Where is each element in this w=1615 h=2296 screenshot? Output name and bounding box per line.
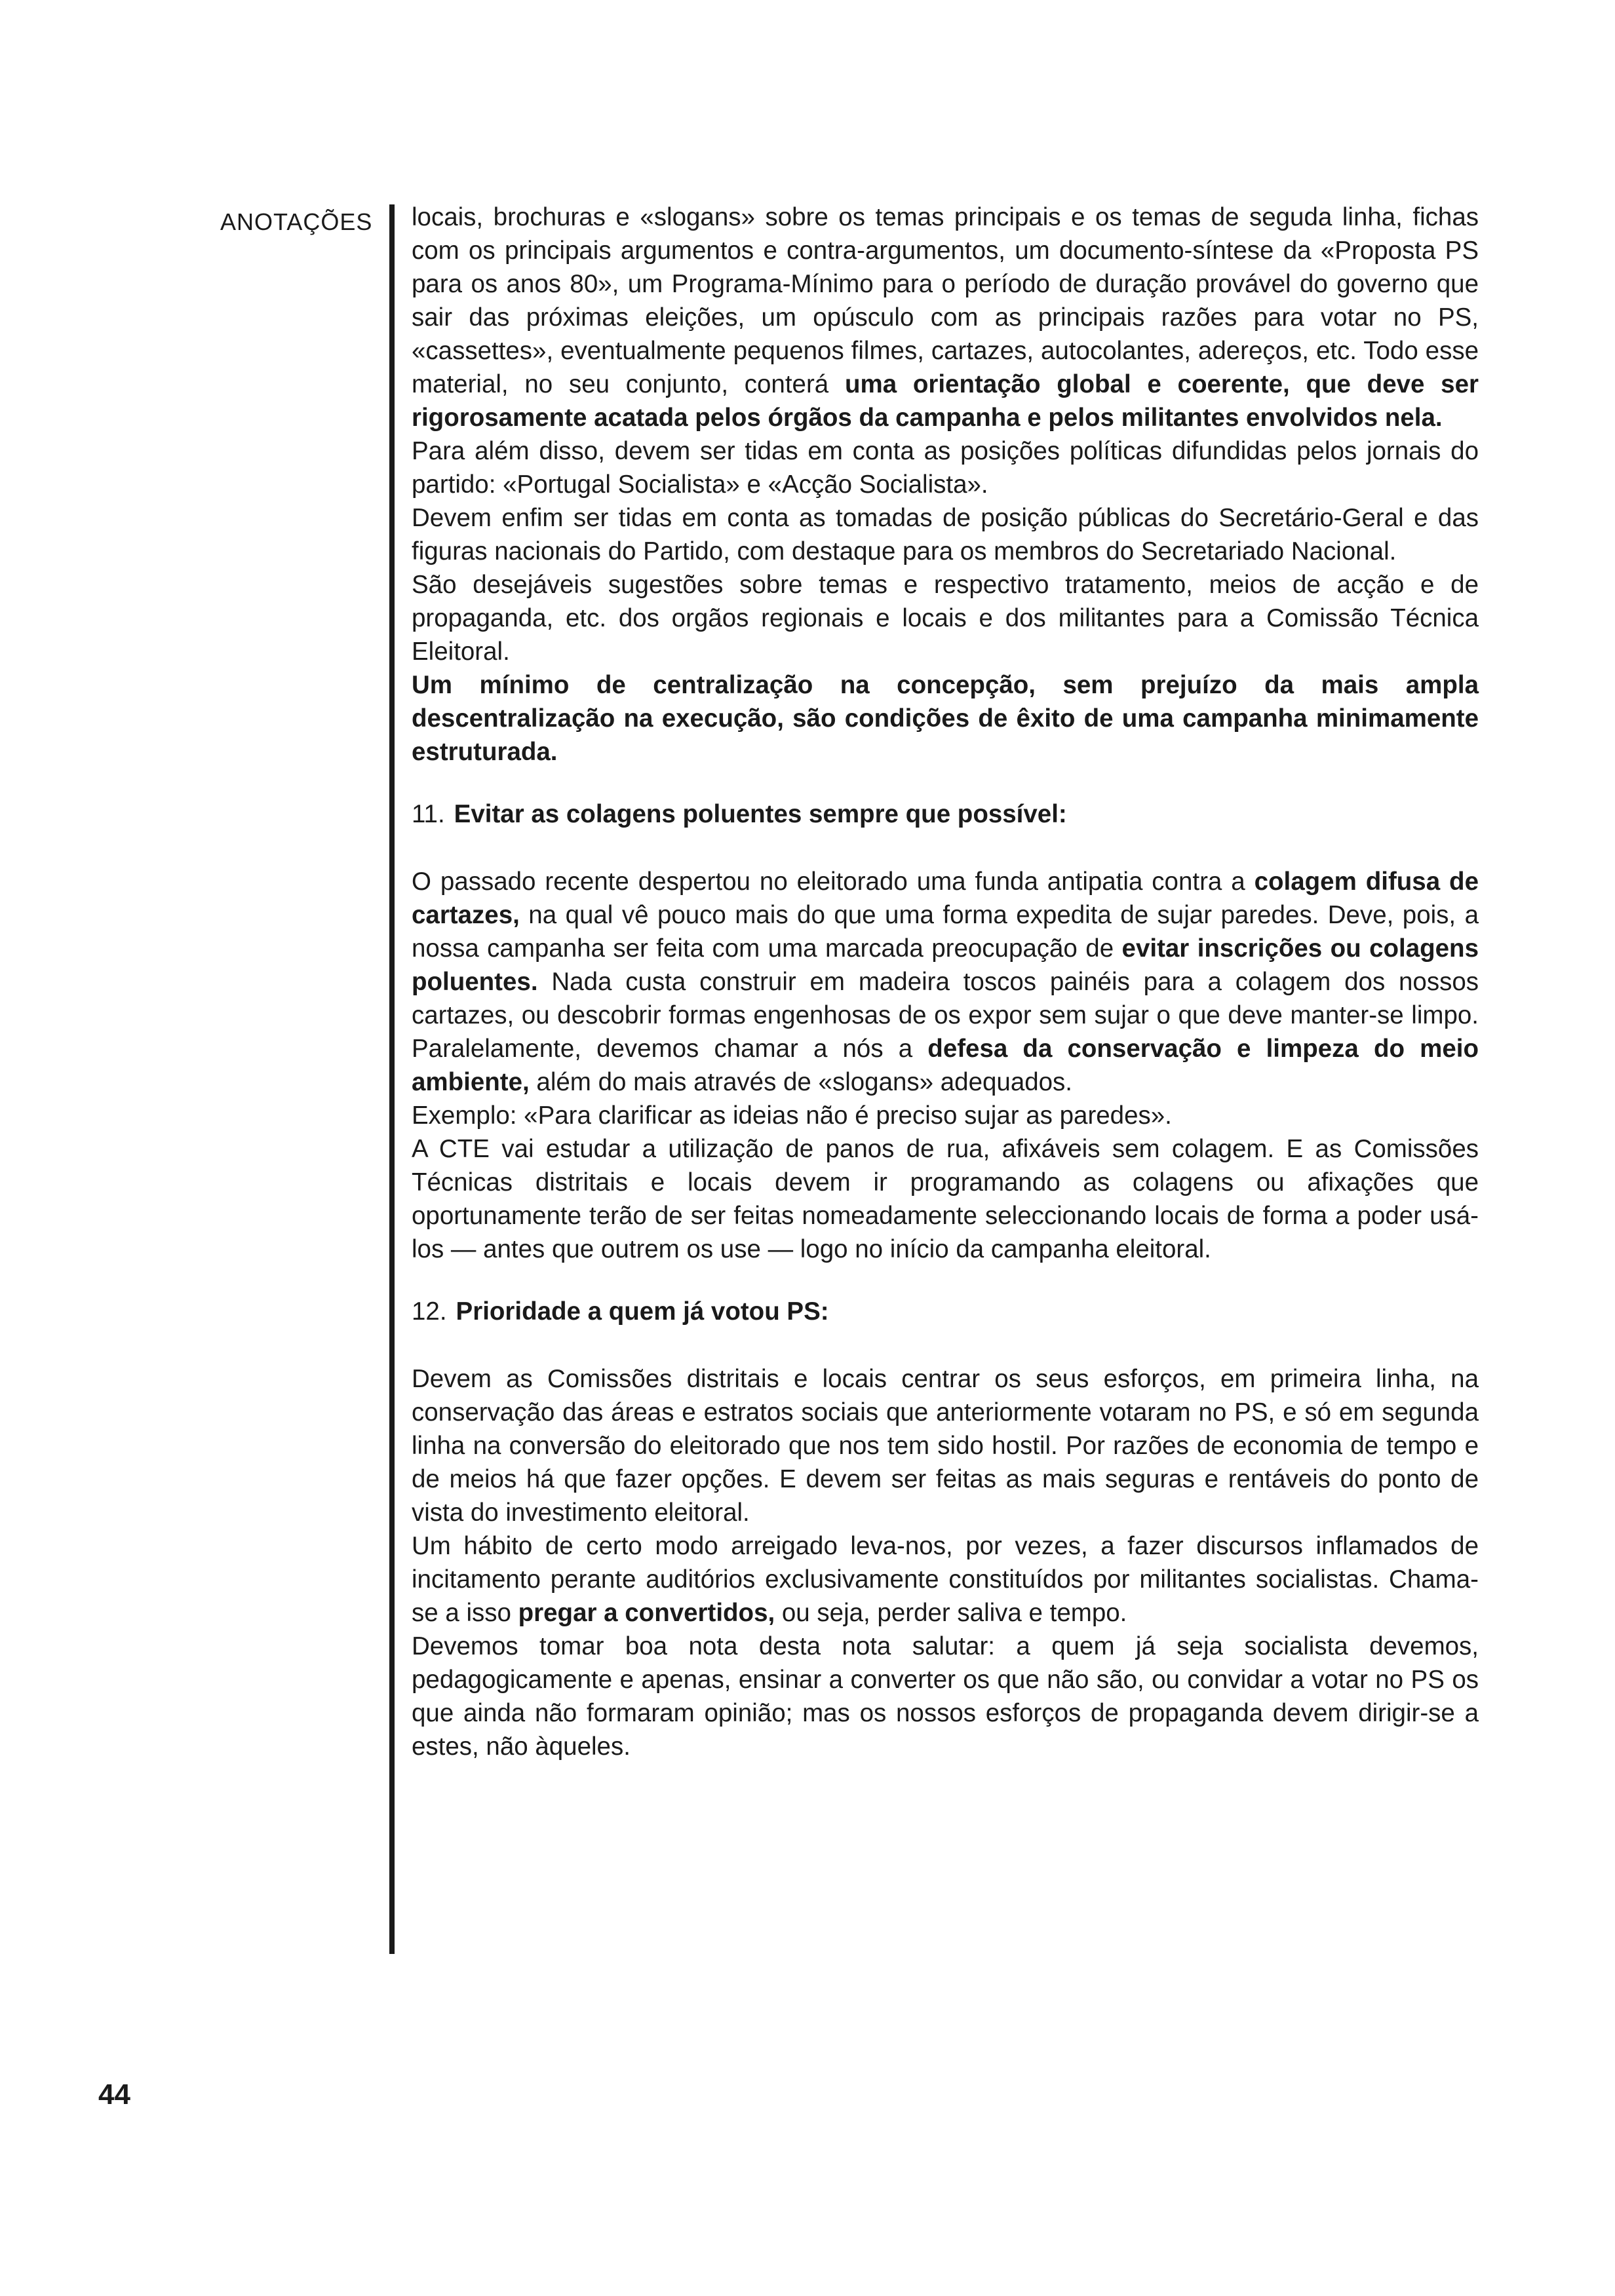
section-12-paragraph-1: Devem as Comissões distritais e locais centrar os seus esforços, em primeira linha, na conservação das áreas e estratos sociais que anteriormente votaram no PS, e só em segunda linha na conversão do eleitorado que nos tem sido hostil. Por razões de economia de tempo e de meios há que fazer opções. E devem ser feitas as mais seguras e rentáveis do ponto de vista do investimento eleitoral. bbox=[412, 1365, 1479, 1527]
section-11-paragraph-2: Exemplo: «Para clarificar as ideias não é preciso sujar as paredes». bbox=[412, 1101, 1172, 1130]
intro-paragraph-1 bbox=[412, 201, 1479, 434]
margin-rule bbox=[389, 204, 395, 1954]
s12-p2-bold-b: pregar a convertidos, bbox=[518, 1599, 775, 1627]
section-12-heading bbox=[412, 1295, 1479, 1328]
intro-p5-bold: Um mínimo de centralização na concepção, sem prejuízo da mais ampla descentralização na execução, são condições de êxito de uma campanha minimamente estruturada. bbox=[412, 671, 1479, 766]
intro-paragraph-4: São desejáveis sugestões sobre temas e respectivo tratamento, meios de acção e de propaganda, etc. dos orgãos regionais e locais e dos militantes para a Comissão Técnica Eleitoral. bbox=[412, 571, 1479, 666]
section-11-paragraph-1 bbox=[412, 865, 1479, 1099]
section-12-paragraph-3: Devemos tomar boa nota desta nota salutar: a quem já seja socialista devemos, pedagogicamente e apenas, ensinar a converter os que não são, ou convidar a votar no PS os que ainda não formaram opinião; mas os nossos esforços de propaganda devem dirigir-se a estes, não àqueles. bbox=[412, 1632, 1479, 1761]
section-12-title: Prioridade a quem já votou PS: bbox=[456, 1297, 829, 1326]
section-11-heading bbox=[412, 797, 1479, 831]
intro-paragraph-2: Para além disso, devem ser tidas em conta as posições políticas difundidas pelos jornais do partido: «Portugal Socialista» e «Acção Socialista». bbox=[412, 437, 1479, 499]
intro-p1-bold: uma orientação global e coerente, que deve ser rigorosamente acatada pelos órgãos da campanha e pelos militantes envolvidos nela. bbox=[412, 370, 1479, 432]
intro-paragraph-3: Devem enfim ser tidas em conta as tomadas de posição públicas do Secretário-Geral e das figuras nacionais do Partido, com destaque para os membros do Secretariado Nacional. bbox=[412, 504, 1479, 565]
page-number: 44 bbox=[98, 2078, 130, 2111]
section-11-title: Evitar as colagens poluentes sempre que possível: bbox=[454, 800, 1067, 828]
section-11-paragraph-3: A CTE vai estudar a utilização de panos de rua, afixáveis sem colagem. E as Comissões Técnicas distritais e locais devem ir programando as colagens ou afixações que oportunamente terão de ser feitas nomeadamente seleccionando locais de forma a poder usá-los — antes que outrem os use — logo no início da campanha eleitoral. bbox=[412, 1135, 1479, 1263]
s11-p1-text-c: na qual vê pouco mais do que uma forma expedita de sujar paredes. Deve, pois, a nossa campanha ser feita com uma marcada preocupação de bbox=[412, 901, 1479, 963]
page-body bbox=[412, 201, 1479, 1763]
section-12-paragraph-2 bbox=[412, 1529, 1479, 1630]
intro-p1-text: locais, brochuras e «slogans» sobre os temas principais e os temas de seguda linha, fichas com os principais argumentos e contra-argumentos, um documento-síntese da «Proposta PS para os anos 80», um Programa-Mínimo para o período de duração provável do governo que sair das próximas eleições, um opúsculo com as principais razões para votar no PS, «cassettes», eventualmente pequenos filmes, cartazes, autocolantes, adereços, etc. Todo esse material, no seu conjunto, conterá bbox=[412, 203, 1479, 398]
s11-p1-text-e: Nada custa construir em madeira toscos painéis para a colagem dos nossos cartazes, ou descobrir formas engenhosas de os expor sem sujar o que deve manter-se limpo. Paralelamente, devemos chamar a nós a bbox=[412, 968, 1479, 1063]
s12-p2-text-a: Um hábito de certo modo arreigado leva-nos, por vezes, a fazer discursos inflamados de incitamento perante auditórios exclusivamente constituídos por militantes socialistas. Chama-se a isso bbox=[412, 1532, 1479, 1627]
s11-p1-bold-d: evitar inscrições ou colagens poluentes. bbox=[412, 934, 1479, 996]
s11-p1-bold-f: defesa da conservação e limpeza do meio ambiente, bbox=[412, 1035, 1479, 1096]
intro-paragraph-5 bbox=[412, 668, 1479, 769]
section-11-number: 11. bbox=[412, 800, 445, 828]
section-12-number: 12. bbox=[412, 1297, 447, 1326]
s11-p1-text-g: além do mais através de «slogans» adequados. bbox=[536, 1068, 1073, 1096]
s11-p1-bold-b: colagem difusa de cartazes, bbox=[412, 868, 1479, 929]
s11-p1-text-a: O passado recente despertou no eleitorado uma funda antipatia contra a bbox=[412, 868, 1245, 896]
s12-p2-text-c: ou seja, perder saliva e tempo. bbox=[781, 1599, 1127, 1627]
margin-label-anotacoes: ANOTAÇÕES bbox=[220, 208, 373, 235]
